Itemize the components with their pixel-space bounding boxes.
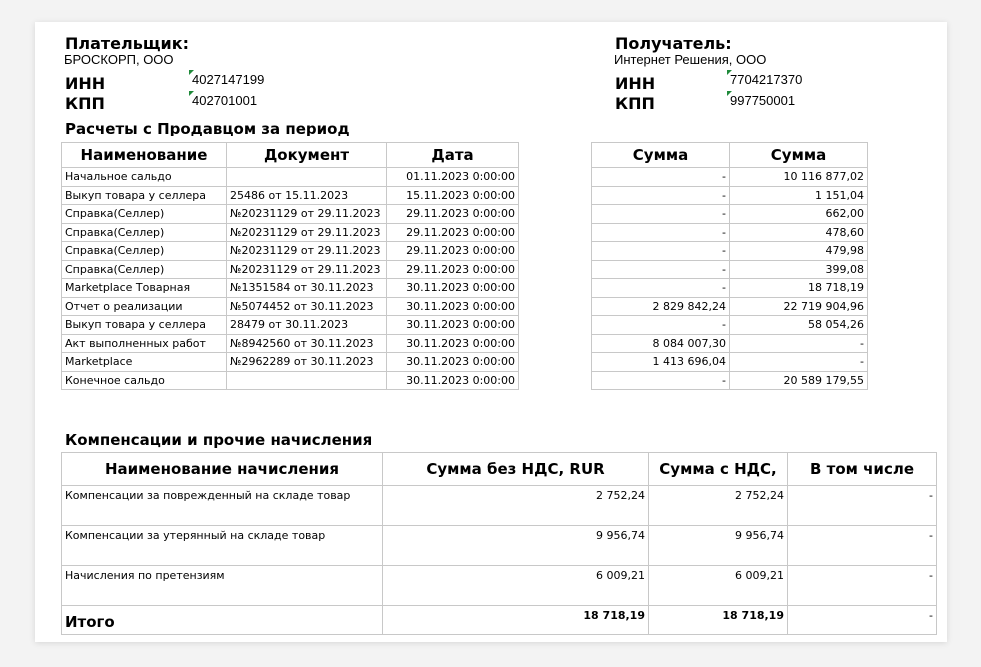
row-sum-1-cell[interactable]: 8 084 007,30 [592, 334, 730, 353]
col-header-date[interactable]: Дата [387, 143, 519, 168]
row-sum-1-cell[interactable]: 1 413 696,04 [592, 353, 730, 372]
row-document-cell[interactable] [227, 371, 387, 390]
table-row [592, 168, 868, 187]
col-header-sum-2[interactable]: Сумма [730, 143, 868, 168]
including-cell[interactable]: - [788, 526, 937, 566]
table-row [62, 353, 519, 372]
payer-title: Плательщик: [65, 34, 190, 53]
table-row [62, 486, 937, 526]
total-sum-with-vat[interactable]: 18 718,19 [649, 606, 788, 635]
table-row [592, 371, 868, 390]
total-including[interactable]: - [788, 606, 937, 635]
row-name-cell[interactable]: Конечное сальдо [62, 371, 227, 390]
comment-marker-icon [727, 70, 732, 75]
row-name-cell[interactable]: Marketplace Товарная [62, 279, 227, 298]
sum-with-vat-cell[interactable]: 9 956,74 [649, 526, 788, 566]
row-sum-1-cell[interactable]: - [592, 205, 730, 224]
table-row [62, 566, 937, 606]
row-sum-2-cell[interactable]: 10 116 877,02 [730, 168, 868, 187]
settlements-table [61, 142, 519, 390]
row-document-cell[interactable]: №1351584 от 30.11.2023 [227, 279, 387, 298]
row-sum-2-cell[interactable]: - [730, 353, 868, 372]
table-row [62, 526, 937, 566]
row-date-cell[interactable]: 15.11.2023 0:00:00 [387, 186, 519, 205]
table-row [62, 260, 519, 279]
table-row [62, 334, 519, 353]
row-date-cell[interactable]: 30.11.2023 0:00:00 [387, 316, 519, 335]
row-date-cell[interactable]: 29.11.2023 0:00:00 [387, 260, 519, 279]
payer-inn-text: 4027147199 [192, 72, 265, 87]
row-document-cell[interactable]: №2962289 от 30.11.2023 [227, 353, 387, 372]
col-header-sum-1[interactable]: Сумма [592, 143, 730, 168]
row-name-cell[interactable]: Справка(Селлер) [62, 223, 227, 242]
row-name-cell[interactable]: Marketplace [62, 353, 227, 372]
row-sum-2-cell[interactable]: - [730, 334, 868, 353]
row-sum-1-cell[interactable]: - [592, 223, 730, 242]
table-row [592, 205, 868, 224]
col-header-document[interactable]: Документ [227, 143, 387, 168]
row-sum-2-cell[interactable]: 20 589 179,55 [730, 371, 868, 390]
table-row [62, 316, 519, 335]
row-document-cell[interactable]: 25486 от 15.11.2023 [227, 186, 387, 205]
row-name-cell[interactable]: Справка(Селлер) [62, 205, 227, 224]
recipient-inn-label: ИНН [615, 74, 656, 93]
row-name-cell[interactable]: Начальное сальдо [62, 168, 227, 187]
table-row [592, 316, 868, 335]
including-cell[interactable]: - [788, 566, 937, 606]
payer-inn-value[interactable] [192, 72, 264, 87]
table-row [592, 242, 868, 261]
row-sum-2-cell[interactable]: 662,00 [730, 205, 868, 224]
row-document-cell[interactable]: №20231129 от 29.11.2023 [227, 205, 387, 224]
sums-header-row [592, 143, 868, 168]
sum-with-vat-cell[interactable]: 6 009,21 [649, 566, 788, 606]
settlements-sums-table [591, 142, 868, 390]
row-name-cell[interactable]: Справка(Селлер) [62, 242, 227, 261]
table-row [62, 297, 519, 316]
table-row [592, 260, 868, 279]
table-row [592, 223, 868, 242]
sum-with-vat-cell[interactable]: 2 752,24 [649, 486, 788, 526]
row-document-cell[interactable]: №20231129 от 29.11.2023 [227, 223, 387, 242]
recipient-title: Получатель: [615, 34, 732, 53]
sum-no-vat-cell[interactable]: 2 752,24 [383, 486, 649, 526]
accrual-name-cell[interactable]: Начисления по претензиям [62, 566, 383, 606]
row-date-cell[interactable]: 29.11.2023 0:00:00 [387, 242, 519, 261]
col-header-accrual-name[interactable]: Наименование начисления [62, 453, 383, 486]
row-document-cell[interactable]: №8942560 от 30.11.2023 [227, 334, 387, 353]
recipient-kpp-text: 997750001 [730, 93, 796, 108]
row-sum-1-cell[interactable]: 2 829 842,24 [592, 297, 730, 316]
row-name-cell[interactable]: Акт выполненных работ [62, 334, 227, 353]
row-sum-2-cell[interactable]: 478,60 [730, 223, 868, 242]
table-row [62, 279, 519, 298]
row-date-cell[interactable]: 30.11.2023 0:00:00 [387, 297, 519, 316]
row-sum-1-cell[interactable]: - [592, 316, 730, 335]
recipient-inn-text: 7704217370 [730, 72, 803, 87]
payer-kpp-text: 402701001 [192, 93, 258, 108]
col-header-name[interactable]: Наименование [62, 143, 227, 168]
row-document-cell[interactable]: №20231129 от 29.11.2023 [227, 260, 387, 279]
row-sum-2-cell[interactable]: 22 719 904,96 [730, 297, 868, 316]
recipient-name: Интернет Решения, ООО [614, 52, 767, 67]
compensations-title: Компенсации и прочие начисления [65, 431, 373, 449]
total-row [62, 606, 937, 635]
row-sum-1-cell[interactable]: - [592, 260, 730, 279]
row-date-cell[interactable]: 30.11.2023 0:00:00 [387, 353, 519, 372]
row-date-cell[interactable]: 30.11.2023 0:00:00 [387, 279, 519, 298]
row-document-cell[interactable]: №5074452 от 30.11.2023 [227, 297, 387, 316]
table-row [592, 279, 868, 298]
sum-no-vat-cell[interactable]: 9 956,74 [383, 526, 649, 566]
table-row [62, 242, 519, 261]
row-name-cell[interactable]: Выкуп товара у селлера [62, 186, 227, 205]
sum-no-vat-cell[interactable]: 6 009,21 [383, 566, 649, 606]
row-name-cell[interactable]: Отчет о реализации [62, 297, 227, 316]
row-sum-1-cell[interactable]: - [592, 279, 730, 298]
row-document-cell[interactable]: №20231129 от 29.11.2023 [227, 242, 387, 261]
table-row [592, 353, 868, 372]
comment-marker-icon [189, 70, 194, 75]
row-name-cell[interactable]: Выкуп товара у селлера [62, 316, 227, 335]
comment-marker-icon [727, 91, 732, 96]
compensations-table [61, 452, 937, 635]
row-document-cell[interactable] [227, 168, 387, 187]
total-label: Итого [62, 606, 383, 635]
table-row [592, 297, 868, 316]
row-sum-1-cell[interactable]: - [592, 242, 730, 261]
row-sum-1-cell[interactable]: - [592, 371, 730, 390]
row-date-cell[interactable]: 29.11.2023 0:00:00 [387, 223, 519, 242]
row-sum-1-cell[interactable]: - [592, 186, 730, 205]
settlements-title: Расчеты с Продавцом за период [65, 120, 350, 136]
col-header-sum-no-vat[interactable]: Сумма без НДС, RUR [383, 453, 649, 486]
row-sum-2-cell[interactable]: 479,98 [730, 242, 868, 261]
row-sum-1-cell[interactable]: - [592, 168, 730, 187]
table-row [62, 168, 519, 187]
row-name-cell[interactable]: Справка(Селлер) [62, 260, 227, 279]
table-row [62, 371, 519, 390]
table-row [62, 223, 519, 242]
payer-inn-label: ИНН [65, 74, 106, 93]
table-row [62, 205, 519, 224]
row-date-cell[interactable]: 01.11.2023 0:00:00 [387, 168, 519, 187]
comment-marker-icon [189, 91, 194, 96]
table-row [62, 186, 519, 205]
row-sum-2-cell[interactable]: 1 151,04 [730, 186, 868, 205]
recipient-kpp-value[interactable] [730, 93, 795, 108]
accrual-name-cell[interactable]: Компенсации за поврежденный на складе товар [62, 486, 383, 526]
table-row [592, 334, 868, 353]
including-cell[interactable]: - [788, 486, 937, 526]
col-header-sum-with-vat[interactable]: Сумма с НДС, [649, 453, 788, 486]
total-sum-no-vat[interactable]: 18 718,19 [383, 606, 649, 635]
row-sum-2-cell[interactable]: 18 718,19 [730, 279, 868, 298]
payer-kpp-value[interactable] [192, 93, 257, 108]
row-date-cell[interactable]: 30.11.2023 0:00:00 [387, 334, 519, 353]
row-date-cell[interactable]: 29.11.2023 0:00:00 [387, 205, 519, 224]
compensations-header-row [62, 453, 937, 486]
row-document-cell[interactable]: 28479 от 30.11.2023 [227, 316, 387, 335]
row-date-cell[interactable]: 30.11.2023 0:00:00 [387, 371, 519, 390]
payer-kpp-label: КПП [65, 94, 105, 113]
accrual-name-cell[interactable]: Компенсации за утерянный на складе товар [62, 526, 383, 566]
row-sum-2-cell[interactable]: 399,08 [730, 260, 868, 279]
table-row [592, 186, 868, 205]
row-sum-2-cell[interactable]: 58 054,26 [730, 316, 868, 335]
recipient-kpp-label: КПП [615, 94, 655, 113]
recipient-inn-value[interactable] [730, 72, 802, 87]
payer-name: БРОСКОРП, ООО [64, 52, 174, 67]
col-header-including[interactable]: В том числе [788, 453, 937, 486]
settlements-header-row [62, 143, 519, 168]
